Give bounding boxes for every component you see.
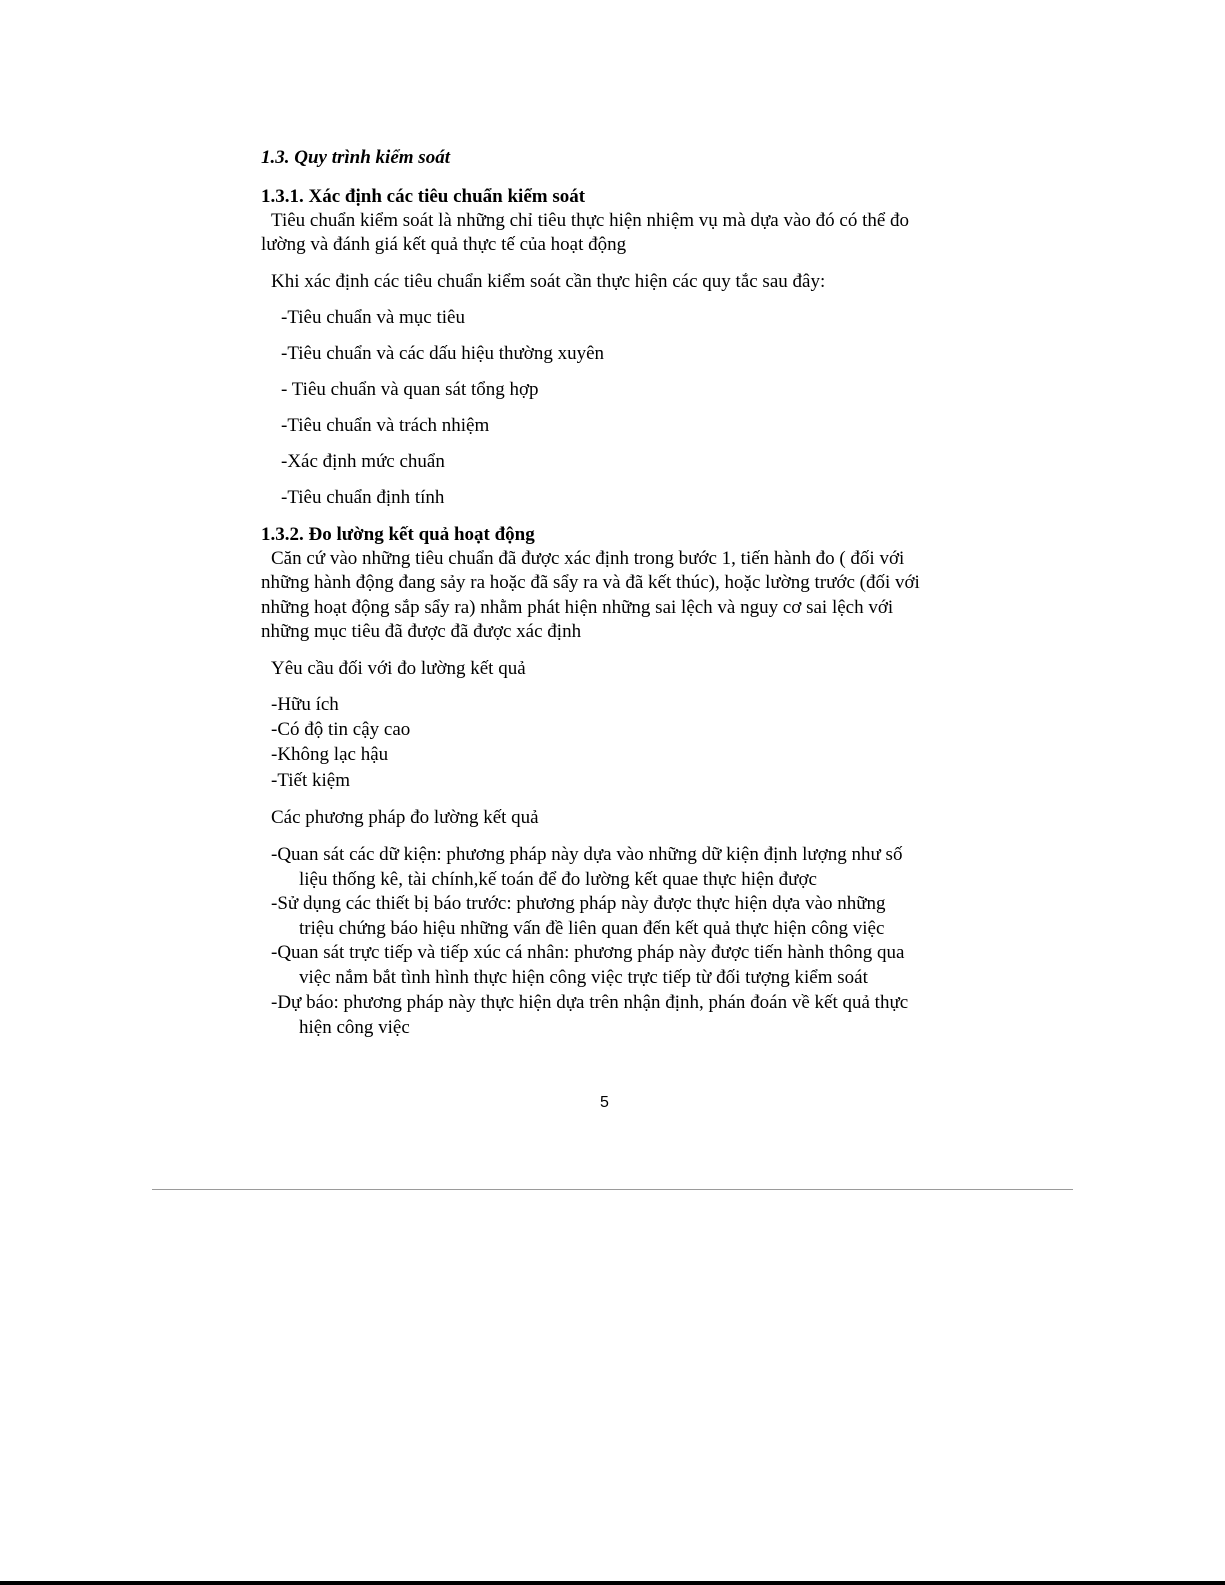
- paragraph-line: những hành động đang sảy ra hoặc đã sẩy ra và đã kết thúc), hoặc lường trước (đối với: [261, 572, 920, 593]
- method-item-continuation: việc nắm bắt tình hình thực hiện công việc trực tiếp từ đối tượng kiểm soát: [299, 967, 868, 988]
- list-item: -Xác định mức chuẩn: [281, 451, 445, 472]
- list-item: -Tiêu chuẩn và các dấu hiệu thường xuyên: [281, 343, 605, 364]
- method-item-continuation: triệu chứng báo hiệu những vấn đề liên quan đến kết quả thực hiện công việc: [299, 918, 885, 939]
- paragraph-line: Tiêu chuẩn kiểm soát là những chỉ tiêu thực hiện nhiệm vụ mà dựa vào đó có thể đo: [271, 210, 910, 231]
- list-item: -Hữu ích: [271, 694, 339, 715]
- methods-intro: Các phương pháp đo lường kết quả: [271, 807, 539, 828]
- list-item: -Tiêu chuẩn định tính: [281, 487, 445, 508]
- page-separator: [152, 1189, 1073, 1190]
- method-item: -Dự báo: phương pháp này thực hiện dựa trên nhận định, phán đoán về kết quả thực: [271, 992, 909, 1013]
- method-item: -Quan sát trực tiếp và tiếp xúc cá nhân: phương pháp này được tiến hành thông qua: [271, 942, 905, 963]
- list-item: - Tiêu chuẩn và quan sát tổng hợp: [281, 379, 539, 400]
- list-item: -Không lạc hậu: [271, 744, 389, 765]
- subsection-heading-1-3-2: 1.3.2. Đo lường kết quả hoạt động: [261, 524, 535, 545]
- section-title: 1.3. Quy trình kiểm soát: [261, 147, 450, 168]
- list-item: -Tiêu chuẩn và mục tiêu: [281, 307, 465, 328]
- paragraph-line: Căn cứ vào những tiêu chuẩn đã được xác định trong bước 1, tiến hành đo ( đối với: [271, 548, 905, 569]
- paragraph-line: những mục tiêu đã được đã được xác định: [261, 621, 582, 642]
- paragraph-line: những hoạt động sắp sẩy ra) nhằm phát hiện những sai lệch và nguy cơ sai lệch với: [261, 597, 894, 618]
- method-item-continuation: liệu thống kê, tài chính,kế toán để đo lường kết quae thực hiện được: [299, 869, 817, 890]
- method-item: -Quan sát các dữ kiện: phương pháp này dựa vào những dữ kiện định lượng như số: [271, 844, 903, 865]
- method-item: -Sử dụng các thiết bị báo trước: phương pháp này được thực hiện dựa vào những: [271, 893, 886, 914]
- page-number: 5: [600, 1094, 609, 1111]
- paragraph-line: lường và đánh giá kết quả thực tế của hoạt động: [261, 234, 627, 255]
- list-item: -Tiết kiệm: [271, 770, 350, 791]
- list-item: -Có độ tin cậy cao: [271, 719, 411, 740]
- method-item-continuation: hiện công việc: [299, 1017, 410, 1038]
- list-item: -Tiêu chuẩn và trách nhiệm: [281, 415, 490, 436]
- requirements-intro: Yêu cầu đối với đo lường kết quả: [271, 658, 526, 679]
- viewport-bottom-edge: [0, 1581, 1225, 1585]
- subsection-heading-1-3-1: 1.3.1. Xác định các tiêu chuẩn kiểm soát: [261, 186, 586, 207]
- rules-intro: Khi xác định các tiêu chuẩn kiểm soát cần thực hiện các quy tắc sau đây:: [271, 271, 826, 292]
